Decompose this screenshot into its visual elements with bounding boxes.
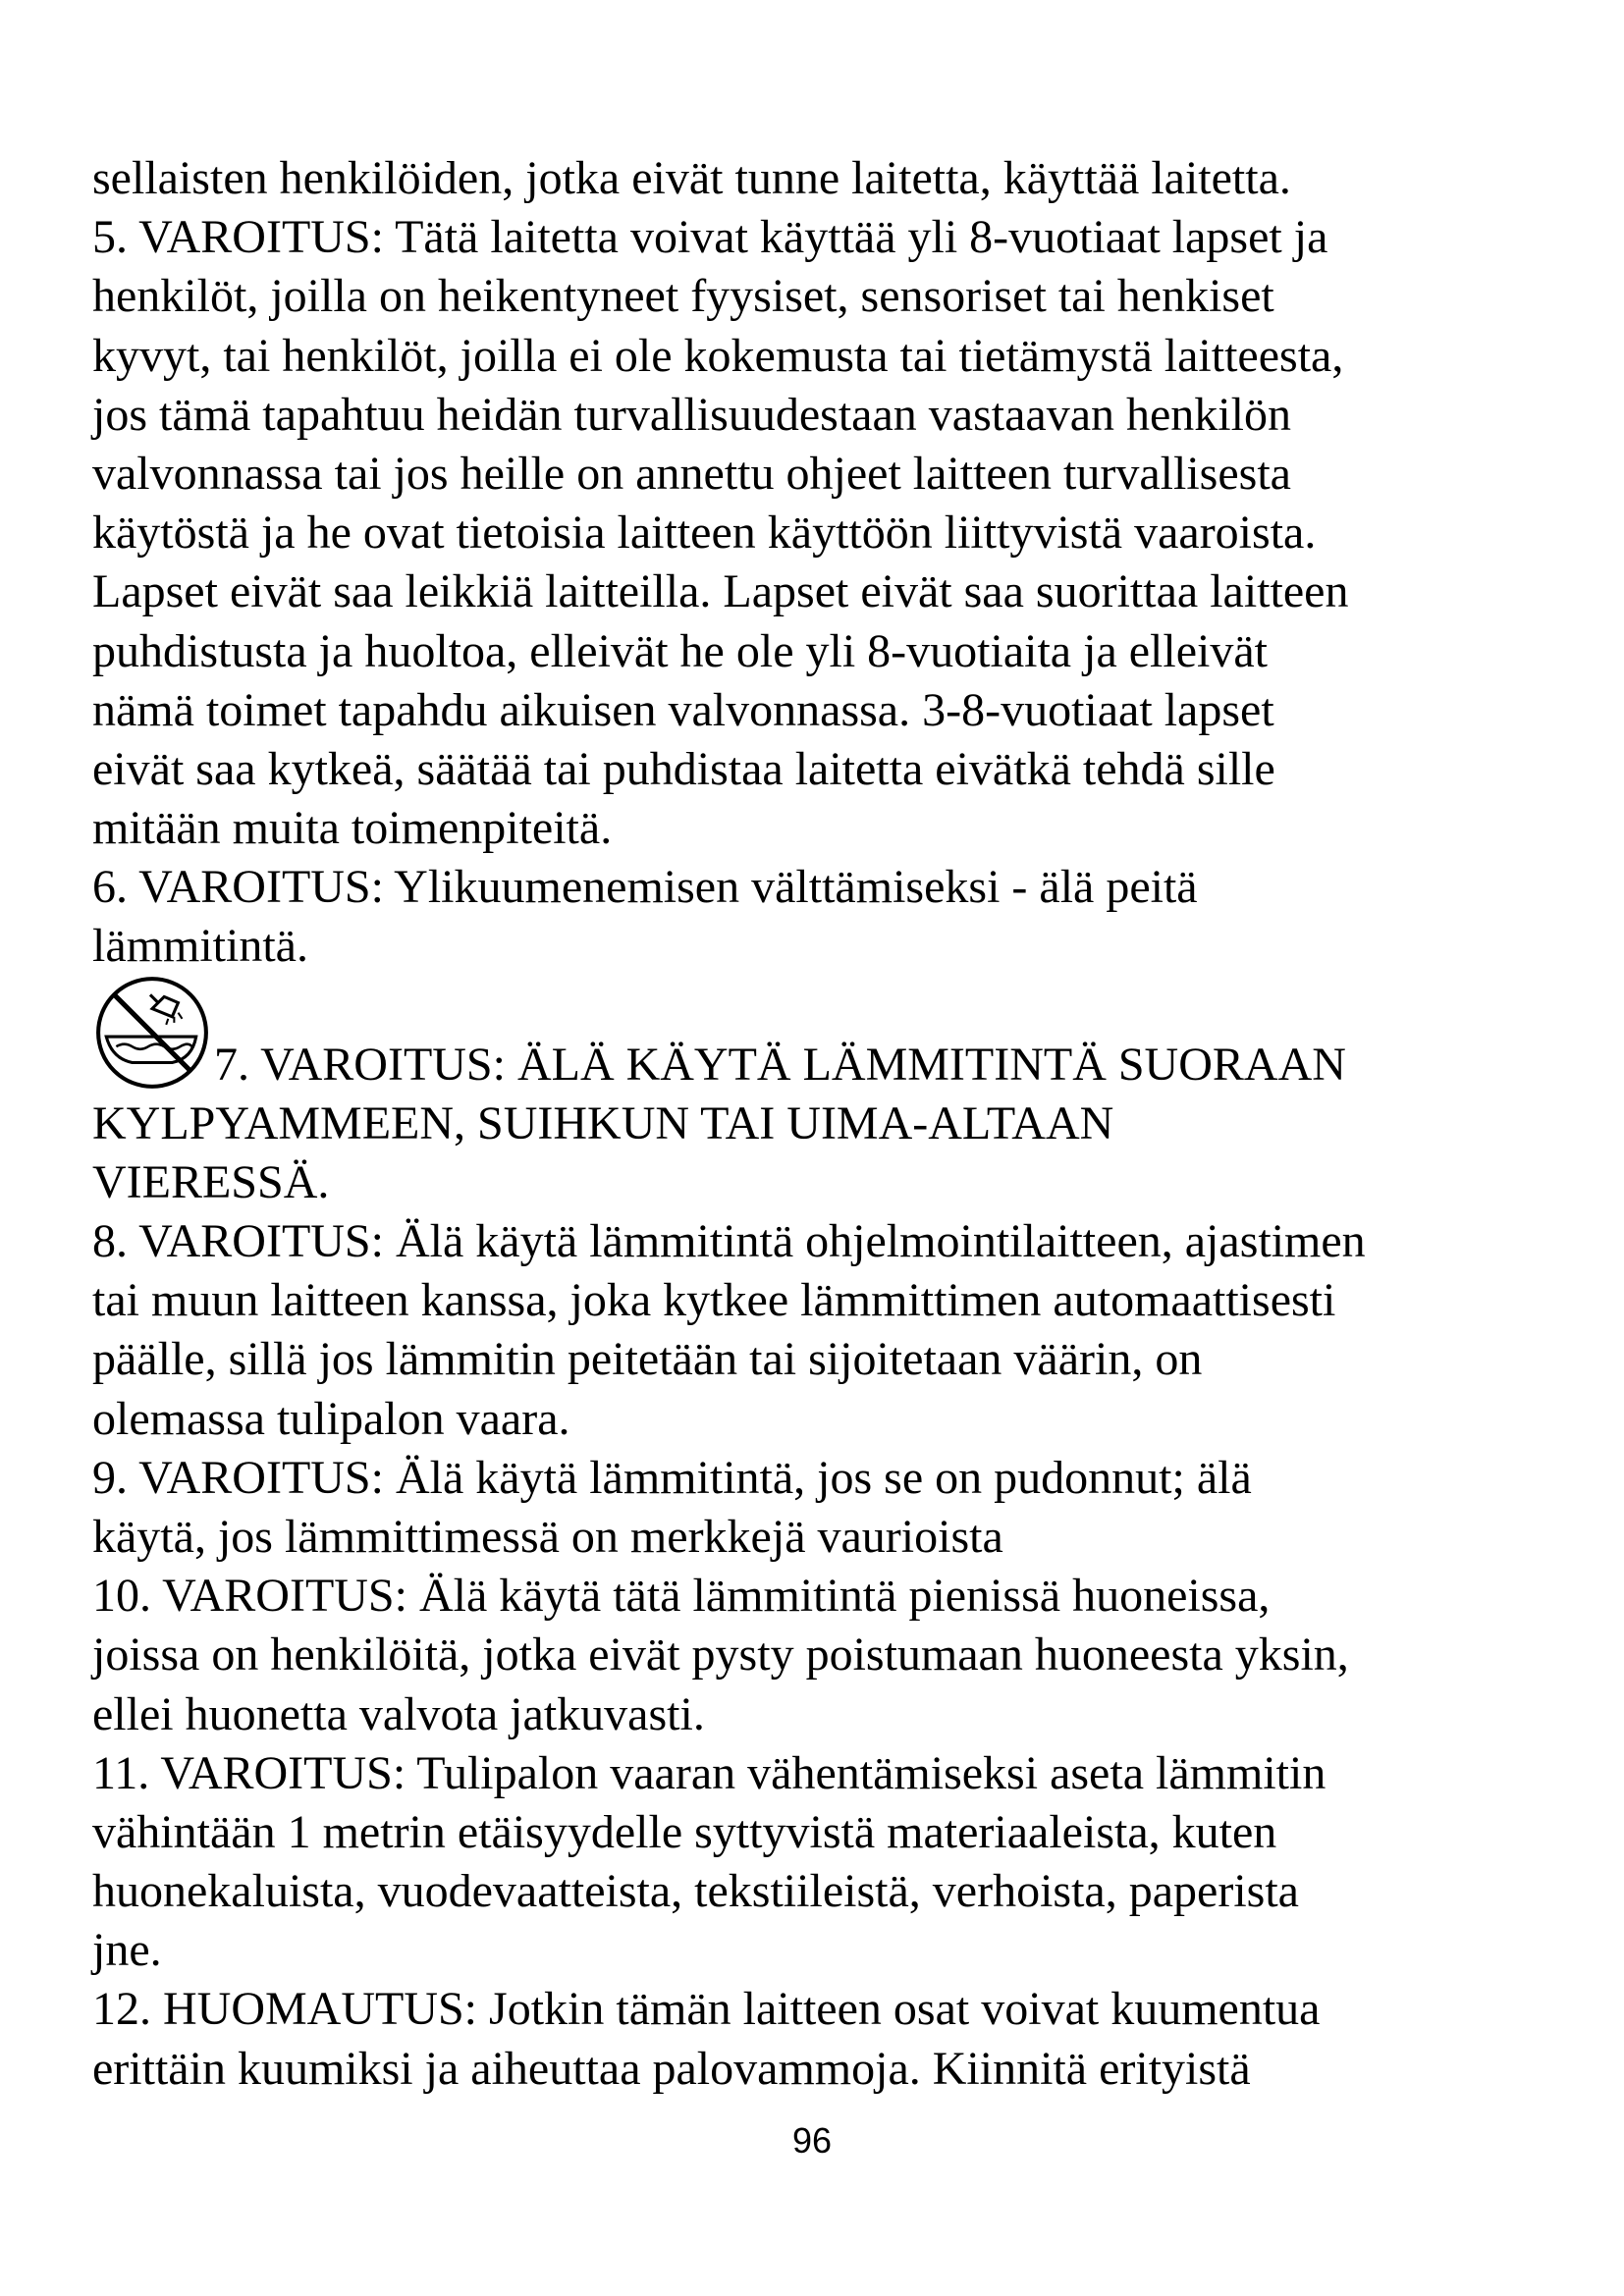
text-line: jne. [92, 1924, 162, 1977]
text-line: tai muun laitteen kanssa, joka kytkee lämmittimen automaattisesti [92, 1274, 1336, 1327]
text-line: olemassa tulipalon vaara. [92, 1392, 570, 1445]
warning-7-row [92, 977, 1545, 1095]
text-line: jos tämä tapahtuu heidän turvallisuudestaan vastaavan henkilön [92, 388, 1291, 441]
text-line: 6. VAROITUS: Ylikuumenemisen välttämiseksi - älä peitä [92, 861, 1198, 914]
text-line: erittäin kuumiksi ja aiheuttaa palovammoja. Kiinnitä erityistä [92, 2042, 1251, 2095]
text-line: joissa on henkilöitä, jotka eivät pysty poistumaan huoneesta yksin, [92, 1629, 1349, 1682]
page-number: 96 [791, 2120, 833, 2161]
text-line: ellei huonetta valvota jatkuvasti. [92, 1687, 705, 1740]
text-line: vähintään 1 metrin etäisyydelle syttyvistä materiaaleista, kuten [92, 1805, 1277, 1858]
text-line: 5. VAROITUS: Tätä laitetta voivat käyttää yli 8-vuotiaat lapset ja [92, 211, 1328, 264]
text-line: lämmitintä. [92, 920, 308, 973]
page-body-text [92, 149, 1545, 2099]
text-line: valvonnassa tai jos heille on annettu ohjeet laitteen turvallisesta [92, 447, 1291, 500]
text-line: VIERESSÄ. [92, 1155, 330, 1208]
text-line: eivät saa kytkeä, säätää tai puhdistaa laitetta eivätkä tehdä sille [92, 742, 1275, 795]
text-line: päälle, sillä jos lämmitin peitetään tai sijoitetaan väärin, on [92, 1333, 1203, 1386]
text-line: käytöstä ja he ovat tietoisia laitteen käyttöön liittyvistä vaaroista. [92, 507, 1317, 560]
text-line: puhdistusta ja huoltoa, elleivät he ole yli 8-vuotiaita ja elleivät [92, 624, 1268, 677]
text-line: huonekaluista, vuodevaatteista, tekstiileistä, verhoista, paperista [92, 1865, 1299, 1918]
text-line: 8. VAROITUS: Älä käytä lämmitintä ohjelmointilaitteen, ajastimen [92, 1215, 1366, 1267]
text-line: 10. VAROITUS: Älä käytä tätä lämmitintä pienissä huoneissa, [92, 1570, 1271, 1623]
text-line: kyvyt, tai henkilöt, joilla ei ole kokemusta tai tietämystä laitteesta, [92, 329, 1344, 382]
text-line: henkilöt, joilla on heikentyneet fyysiset, sensoriset tai henkiset [92, 270, 1274, 323]
text-line: 12. HUOMAUTUS: Jotkin tämän laitteen osat voivat kuumentua [92, 1983, 1321, 2036]
text-line: Lapset eivät saa leikkiä laitteilla. Lapset eivät saa suorittaa laitteen [92, 565, 1349, 618]
text-line: KYLPYAMMEEN, SUIHKUN TAI UIMA-ALTAAN [92, 1096, 1114, 1149]
text-line: käytä, jos lämmittimessä on merkkejä vaurioista [92, 1510, 1003, 1563]
warning-7-heading: 7. VAROITUS: ÄLÄ KÄYTÄ LÄMMITINTÄ SUORAAN [214, 1038, 1346, 1091]
text-line: mitään muita toimenpiteitä. [92, 802, 613, 855]
text-line: 11. VAROITUS: Tulipalon vaaran vähentämiseksi aseta lämmitin [92, 1746, 1326, 1799]
text-line: sellaisten henkilöiden, jotka eivät tunne laitetta, käyttää laitetta. [92, 152, 1291, 204]
text-line: nämä toimet tapahdu aikuisen valvonnassa. 3-8-vuotiaat lapset [92, 683, 1274, 736]
no-bath-shower-icon [92, 973, 212, 1093]
text-line: 9. VAROITUS: Älä käytä lämmitintä, jos se on pudonnut; älä [92, 1451, 1252, 1504]
